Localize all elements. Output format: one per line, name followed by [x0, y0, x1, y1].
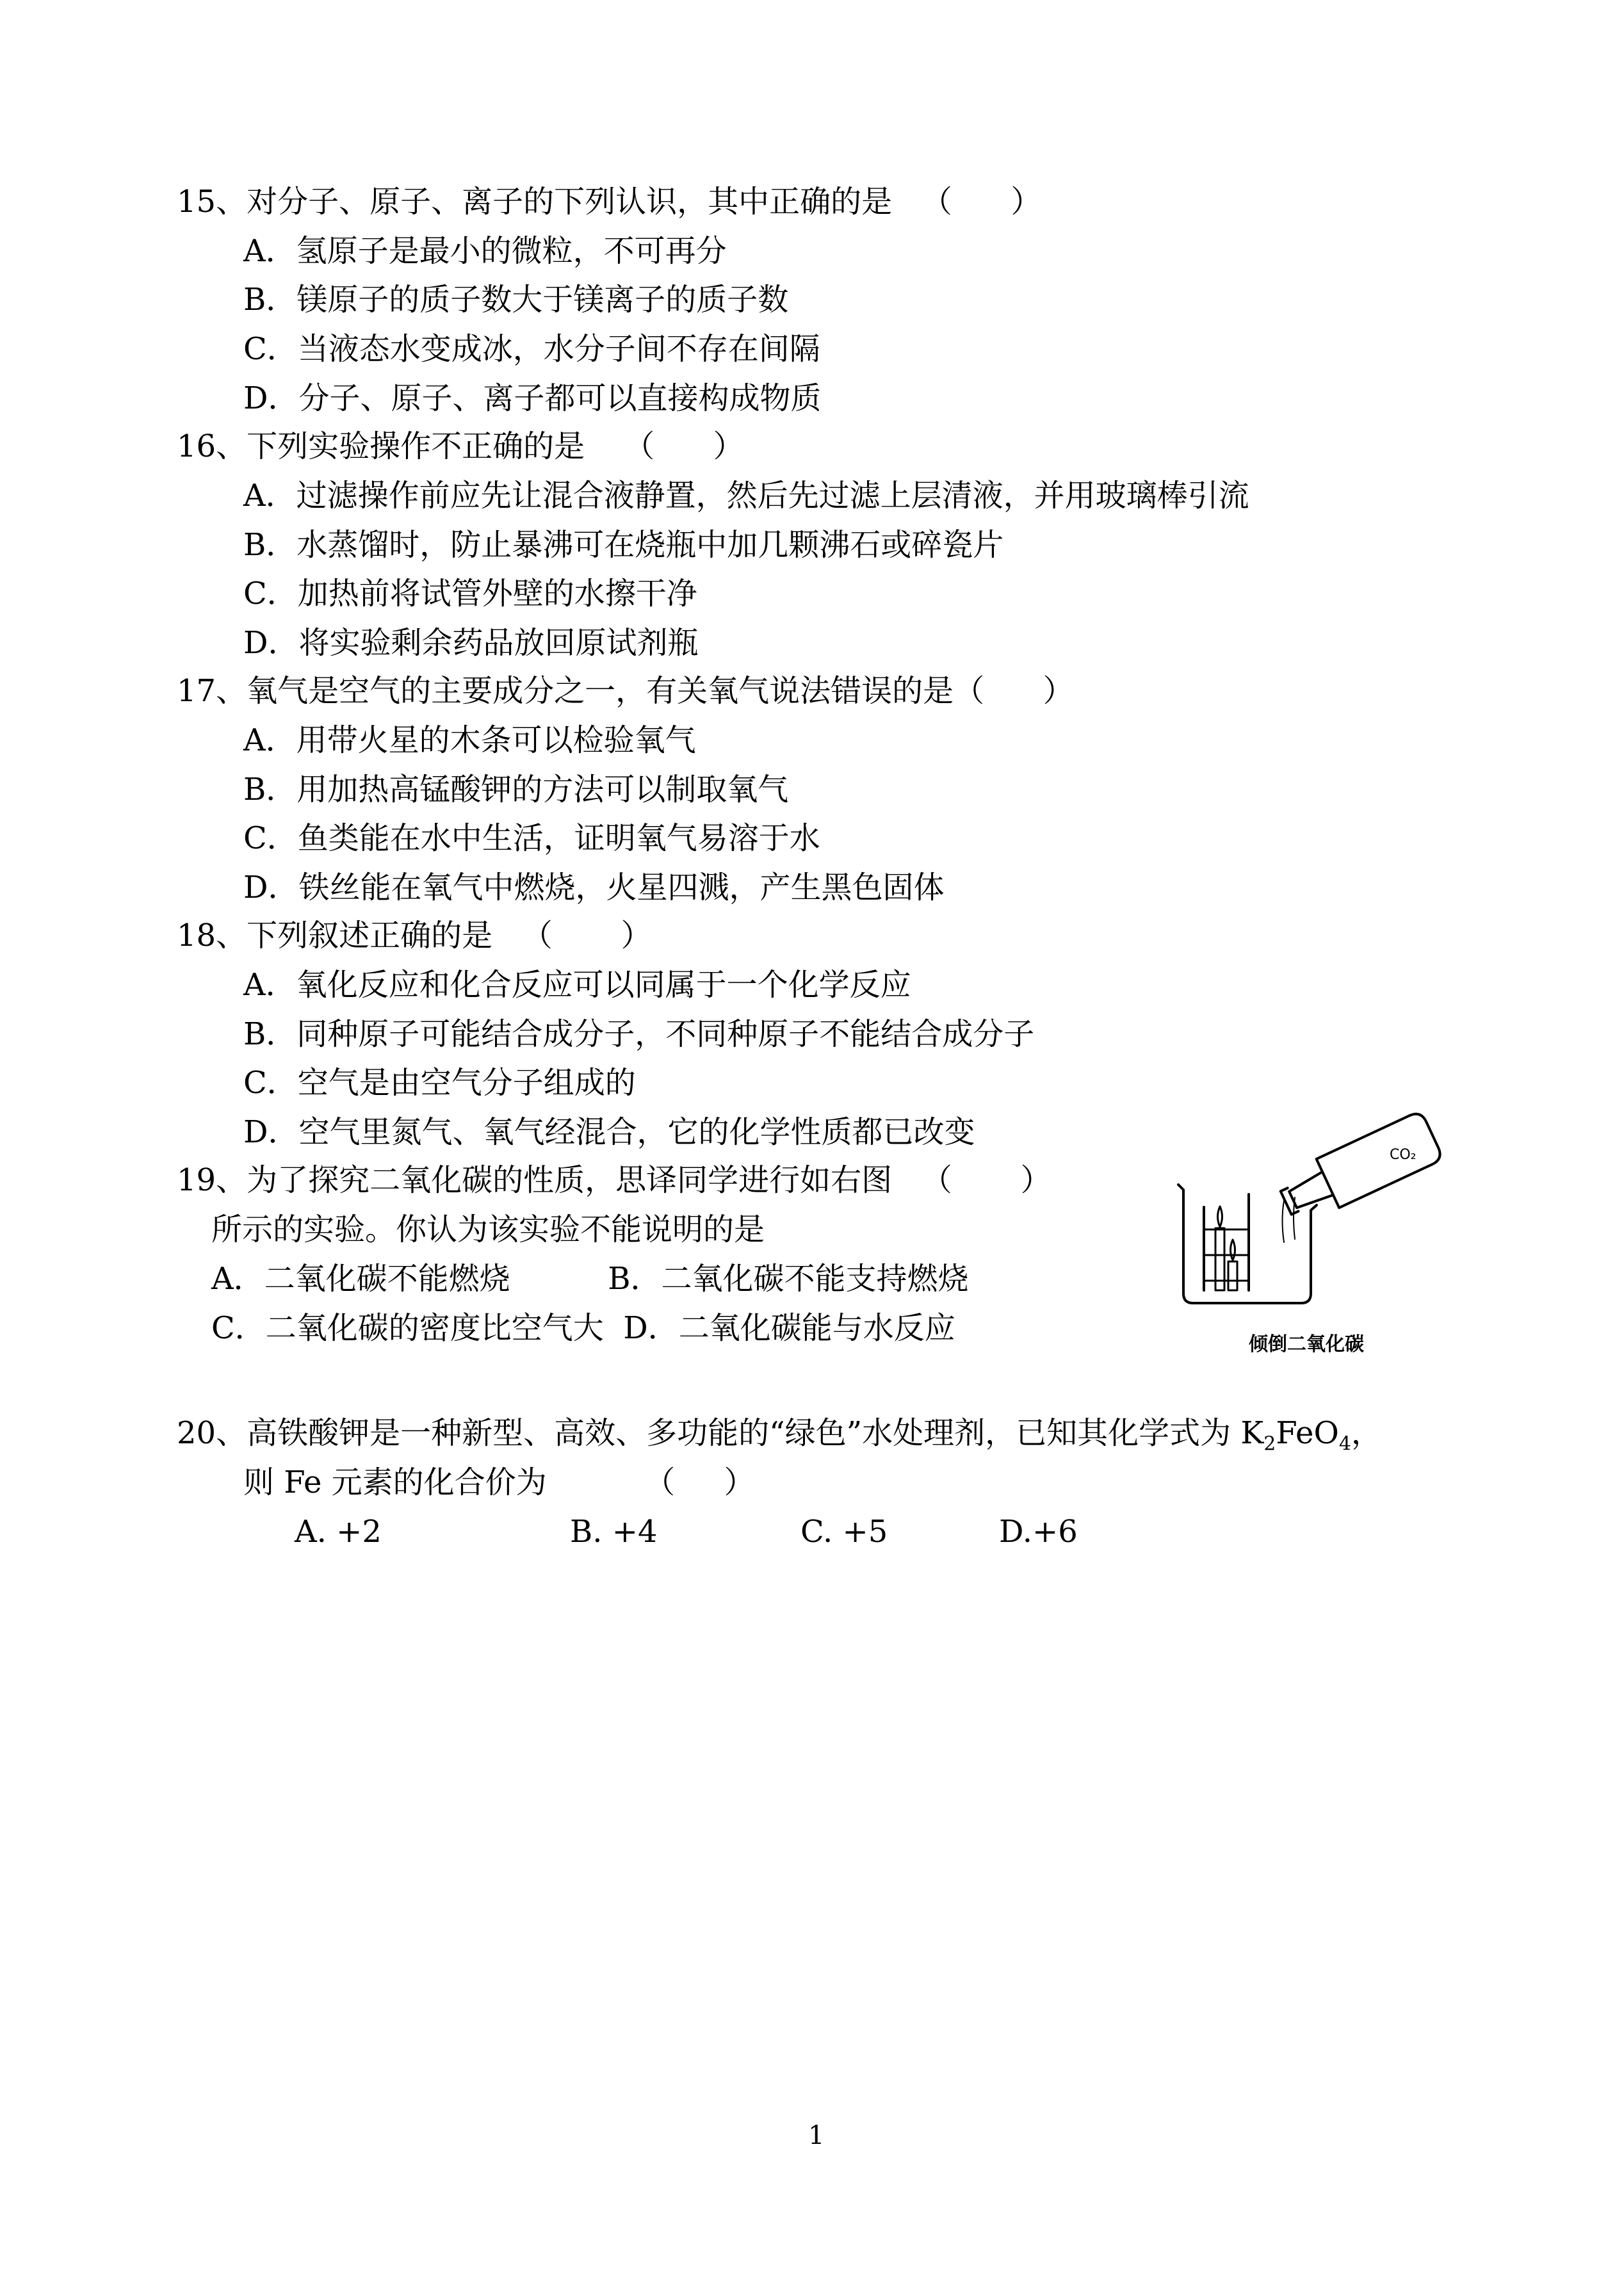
q18-stem: 18、下列叙述正确的是 （ ） — [177, 918, 652, 953]
q17-stem: 17、氧气是空气的主要成分之一，有关氧气说法错误的是（ ） — [177, 673, 1074, 709]
q20-option-a: A. +2 — [295, 1514, 382, 1550]
page-number: 1 — [808, 2121, 825, 2150]
q15-stem: 15、对分子、原子、离子的下列认识，其中正确的是 （ ） — [177, 184, 1042, 220]
q20-formula-feo: FeO — [1276, 1415, 1339, 1451]
q19-options-cd: C．二氧化碳的密度比空气大 D．二氧化碳能与水反应 — [211, 1310, 955, 1346]
q19-stem-continued: 所示的实验。你认为该实验不能说明的是 — [211, 1212, 765, 1247]
q15-option-d: D．分子、原子、离子都可以直接构成物质 — [243, 380, 822, 416]
q15-option-a: A．氢原子是最小的微粒，不可再分 — [243, 233, 727, 269]
co2-bottle-label: CO₂ — [1390, 1147, 1417, 1163]
q18-option-a: A．氧化反应和化合反应可以同属于一个化学反应 — [243, 967, 911, 1003]
q20-subscript-k: 2 — [1263, 1432, 1276, 1456]
q20-subscript-o: 4 — [1338, 1432, 1351, 1456]
q17-option-a: A．用带火星的木条可以检验氧气 — [243, 722, 696, 758]
q17-option-d: D．铁丝能在氧气中燃烧，火星四溅，产生黑色固体 — [243, 870, 945, 905]
q18-option-b: B．同种原子可能结合成分子，不同种原子不能结合成分子 — [243, 1016, 1035, 1052]
q16-option-a: A．过滤操作前应先让混合液静置，然后先过滤上层清液，并用玻璃棒引流 — [243, 478, 1249, 514]
q16-stem: 16、下列实验操作不正确的是 （ ） — [177, 428, 744, 464]
q19-options-ab: A．二氧化碳不能燃烧 B．二氧化碳不能支持燃烧 — [211, 1261, 969, 1297]
q17-option-c: C．鱼类能在水中生活，证明氧气易溶于水 — [243, 820, 820, 856]
q19-figure-caption: 倾倒二氧化碳 — [1249, 1333, 1364, 1356]
q15-option-b: B．镁原子的质子数大于镁离子的质子数 — [243, 282, 789, 318]
q16-option-c: C．加热前将试管外壁的水擦干净 — [243, 576, 697, 612]
q15-option-c: C．当液态水变成冰，水分子间不存在间隔 — [243, 331, 820, 367]
q20-stem-text: 20、高铁酸钾是一种新型、高效、多功能的“绿色”水处理剂，已知其化学式为 K — [177, 1415, 1264, 1451]
q16-option-d: D．将实验剩余药品放回原试剂瓶 — [243, 625, 699, 661]
q20-stem-continued: 则 Fe 元素的化合价为 （ ） — [243, 1464, 755, 1500]
q19-stem: 19、为了探究二氧化碳的性质，思译同学进行如右图 （ ） — [177, 1162, 1052, 1198]
q20-option-b: B. +4 — [570, 1514, 658, 1550]
q16-option-b: B．水蒸馏时，防止暴沸可在烧瓶中加几颗沸石或碎瓷片 — [243, 527, 1004, 563]
q17-option-b: B．用加热高锰酸钾的方法可以制取氧气 — [243, 772, 789, 807]
q18-option-c: C．空气是由空气分子组成的 — [243, 1065, 636, 1101]
q20-option-d: D.+6 — [999, 1514, 1078, 1550]
q20-option-c: C. +5 — [800, 1514, 888, 1550]
q18-option-d: D．空气里氮气、氧气经混合，它的化学性质都已改变 — [243, 1114, 975, 1150]
q20-stem-comma: ， — [1351, 1415, 1382, 1451]
q20-stem — [177, 1414, 1382, 1456]
